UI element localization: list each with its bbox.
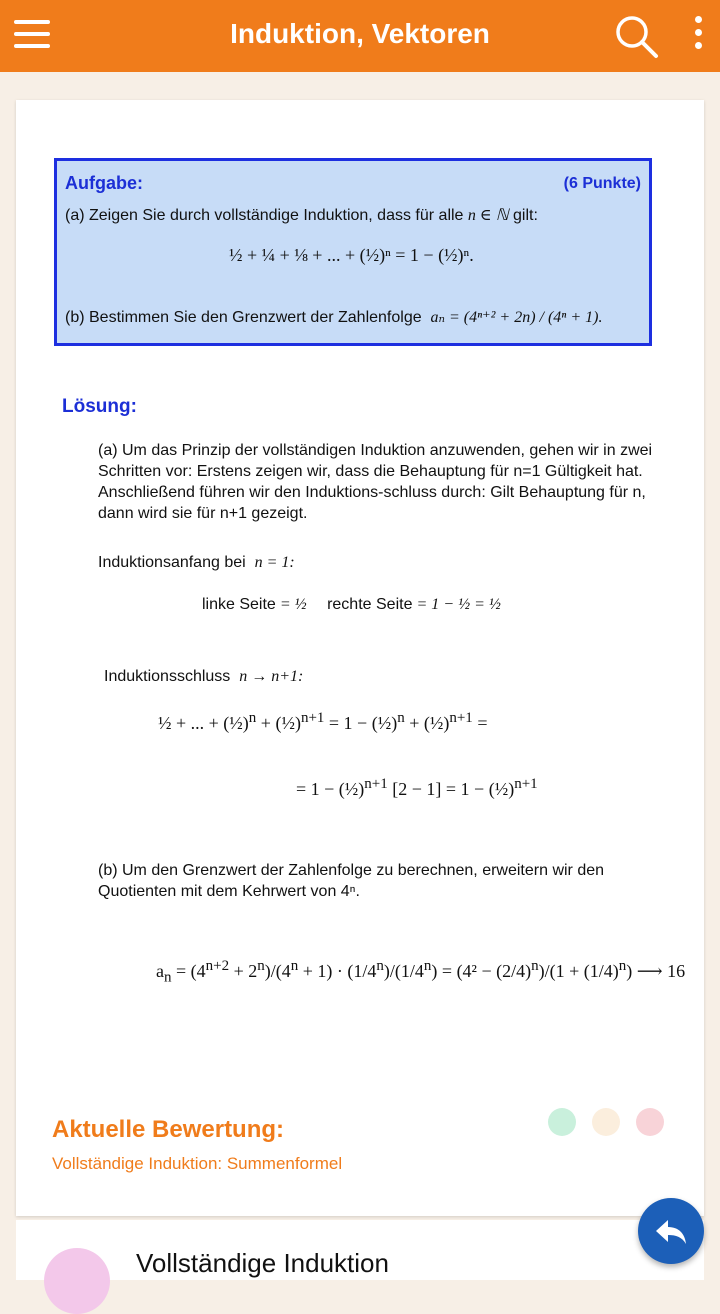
induction-step-formula-1: ½ + ... + (½)$^n$ + (½)$^{n+1}$ = 1 − (½)$^n$ + (½)$^{n+1}$ = (158, 710, 488, 733)
task-points: (6 Punkte) (563, 175, 641, 192)
reply-icon (638, 1198, 704, 1264)
formula-b: aₙ = (4ⁿ⁺² + 2n) / (4ⁿ + 1). (430, 309, 603, 326)
induction-step: Induktionsschluss n → n+1: (104, 668, 304, 685)
solution-para-a: (a) Um das Prinzip der vollständigen Induktion anzuwenden, gehen wir in zwei Schritten vor: Erstens zeigen wir, dass die Behauptung für n=1 Gültigkeit hat. Anschließend führen wir den Induktions-schluss durch: Gilt Behauptung für n, dann wird sie für n+1 gezeigt. (98, 442, 653, 522)
solution-heading: Lösung: (62, 396, 137, 417)
limit-value: 16 (667, 961, 686, 981)
formula-a: ½ + ¼ + ⅛ + ... + (½)ⁿ = 1 − (½)ⁿ. (229, 245, 474, 265)
induction-step-formula-2: = 1 − (½)$^{n+1}$ [2 − 1] = 1 − (½)$^{n+1}$ (296, 776, 538, 799)
rating-dot-green[interactable] (548, 1108, 576, 1136)
task-box (54, 158, 652, 346)
avatar (44, 1248, 110, 1314)
search-icon[interactable] (614, 14, 660, 60)
list-item[interactable] (16, 1220, 704, 1280)
content-card (16, 100, 704, 1216)
list-item-title: Vollständige Induktion (136, 1248, 389, 1278)
rating-dot-red[interactable] (636, 1108, 664, 1136)
app-bar (0, 0, 720, 72)
rating-subtitle[interactable]: Vollständige Induktion: Summenformel (52, 1154, 343, 1173)
solution-para-b: (b) Um den Grenzwert der Zahlenfolge zu berechnen, erweitern wir den Quotienten mit dem Kehrwert von 4ⁿ. (98, 862, 605, 900)
rating-heading: Aktuelle Bewertung: (52, 1116, 285, 1143)
task-part-a: (a) Zeigen Sie durch vollständige Induktion, dass für alle n ∈ ℕ gilt: (65, 207, 538, 224)
limit-formula: $a_n = (4^{n+2} + 2^n)/(4^n + 1) \cdot (1/4^n)/(1/4^n) = (4^2 - (2/4)^n)/(1 + (1/4)^n)$ ⟶ 16 (156, 958, 686, 986)
reply-button[interactable] (638, 1198, 704, 1264)
induction-start: Induktionsanfang bei n = 1: (98, 554, 295, 571)
more-options-icon[interactable] (690, 16, 706, 56)
task-heading: Aufgabe: (65, 173, 143, 193)
induction-start-sides: linke Seite = ½ rechte Seite = 1 − ½ = ½ (202, 596, 501, 613)
task-part-b: (b) Bestimmen Sie den Grenzwert der Zahlenfolge aₙ = (4ⁿ⁺² + 2n) / (4ⁿ + 1). (65, 309, 603, 326)
app-title: Induktion, Vektoren (230, 18, 490, 49)
rating-dot-yellow[interactable] (592, 1108, 620, 1136)
